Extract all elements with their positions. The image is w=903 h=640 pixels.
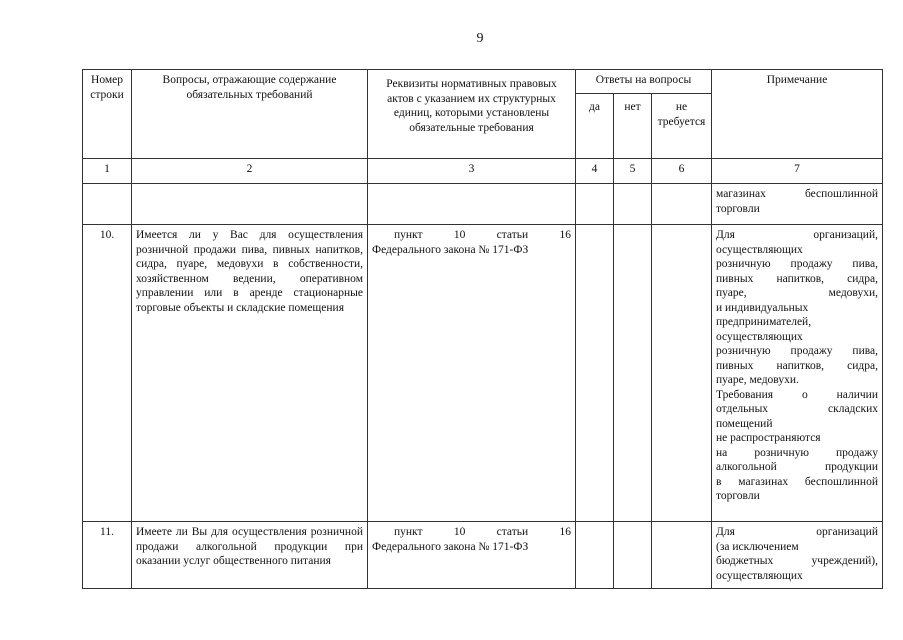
requisite-cell (368, 225, 576, 522)
answer-yes-cell[interactable] (576, 522, 614, 589)
note-line: торговли (716, 490, 760, 502)
table-row (83, 522, 883, 589)
requisite-cell (368, 522, 576, 589)
column-number: 1 (83, 159, 132, 184)
note-line: осуществляющих (716, 569, 803, 582)
column-number: 4 (576, 159, 614, 184)
answer-not-required-cell[interactable] (652, 184, 712, 225)
note-cell (712, 522, 883, 589)
note-cell (712, 184, 883, 225)
header-note: Примечание (712, 70, 883, 159)
answer-not-required-cell[interactable] (652, 225, 712, 522)
column-number: 2 (132, 159, 368, 184)
answer-yes-cell[interactable] (576, 184, 614, 225)
note-line: отдельных складских (716, 403, 878, 415)
column-number: 5 (614, 159, 652, 184)
requisite-cell (368, 184, 576, 225)
header-questions: Вопросы, отражающие содержание обязательных требований (132, 70, 368, 159)
note-line: осуществляющих (716, 243, 803, 256)
note-line: торговли (716, 202, 760, 215)
header-not-required: не требуется (652, 94, 712, 159)
note-line: помещений (716, 417, 773, 430)
answer-no-cell[interactable] (614, 225, 652, 522)
requirements-table (82, 69, 883, 589)
answer-no-cell[interactable] (614, 184, 652, 225)
note-line: (за исключением (716, 540, 799, 553)
column-number: 6 (652, 159, 712, 184)
row-number-cell (83, 184, 132, 225)
row-number-cell: 10. (83, 225, 132, 522)
header-row-number: Номер строки (83, 70, 132, 159)
note-line: розничную продажу пива, (716, 258, 878, 270)
note-line: на розничную продажу (716, 446, 878, 459)
question-cell: Имеете ли Вы для осуществления розничной продажи алкогольной продукции при оказании услуг общественного питания (132, 522, 368, 589)
header-row (83, 70, 883, 94)
note-line: Для организаций (716, 526, 878, 538)
question-cell (132, 184, 368, 225)
note-line: пуаре, медовухи, (716, 287, 878, 299)
note-line: не распространяются (716, 432, 821, 444)
column-number-row (83, 159, 883, 184)
note-line: и индивидуальных (716, 301, 809, 314)
table-row (83, 184, 883, 225)
page-number: 9 (476, 31, 484, 46)
note-line: осуществляющих (716, 330, 803, 343)
note-line: Для организаций, (716, 229, 878, 241)
header-yes: да (576, 94, 614, 159)
note-line: розничную продажу пива, (716, 345, 878, 357)
note-line: в магазинах беспошлинной (716, 475, 878, 488)
note-cell (712, 225, 883, 522)
requisite-line: Федерального закона № 171-ФЗ (372, 540, 529, 553)
requisite-line: Федерального закона № 171-ФЗ (372, 243, 529, 256)
column-number: 7 (712, 159, 883, 184)
answer-yes-cell[interactable] (576, 225, 614, 522)
column-number: 3 (368, 159, 576, 184)
note-line: пивных напитков, сидра, (716, 272, 878, 285)
header-requisites: Реквизиты нормативных правовых актов с указанием их структурных единиц, которыми установлены обязательные требования (368, 70, 576, 159)
requisite-line: пункт 10 статьи 16 (394, 229, 571, 241)
row-number-cell: 11. (83, 522, 132, 589)
answer-not-required-cell[interactable] (652, 522, 712, 589)
answer-no-cell[interactable] (614, 522, 652, 589)
note-line: пуаре, медовухи. (716, 374, 799, 386)
note-line: предпринимателей, (716, 316, 812, 328)
table-row (83, 225, 883, 522)
question-cell: Имеется ли у Вас для осуществления розничной продажи пива, пивных напитков, сидра, пуаре, медовухи в собственности, хозяйственном ведении, оперативном управлении или в аренде стационарные торговые объекты и складские помещения (132, 225, 368, 522)
requisite-line: пункт 10 статьи 16 (394, 526, 571, 538)
header-answers: Ответы на вопросы (576, 70, 712, 94)
note-line: пивных напитков, сидра, (716, 359, 878, 372)
note-line: Требования о наличии (716, 388, 878, 401)
header-no: нет (614, 94, 652, 159)
note-line: алкогольной продукции (716, 461, 878, 473)
note-line: магазинах беспошлинной (716, 188, 878, 200)
note-line: бюджетных учреждений), (716, 555, 878, 567)
